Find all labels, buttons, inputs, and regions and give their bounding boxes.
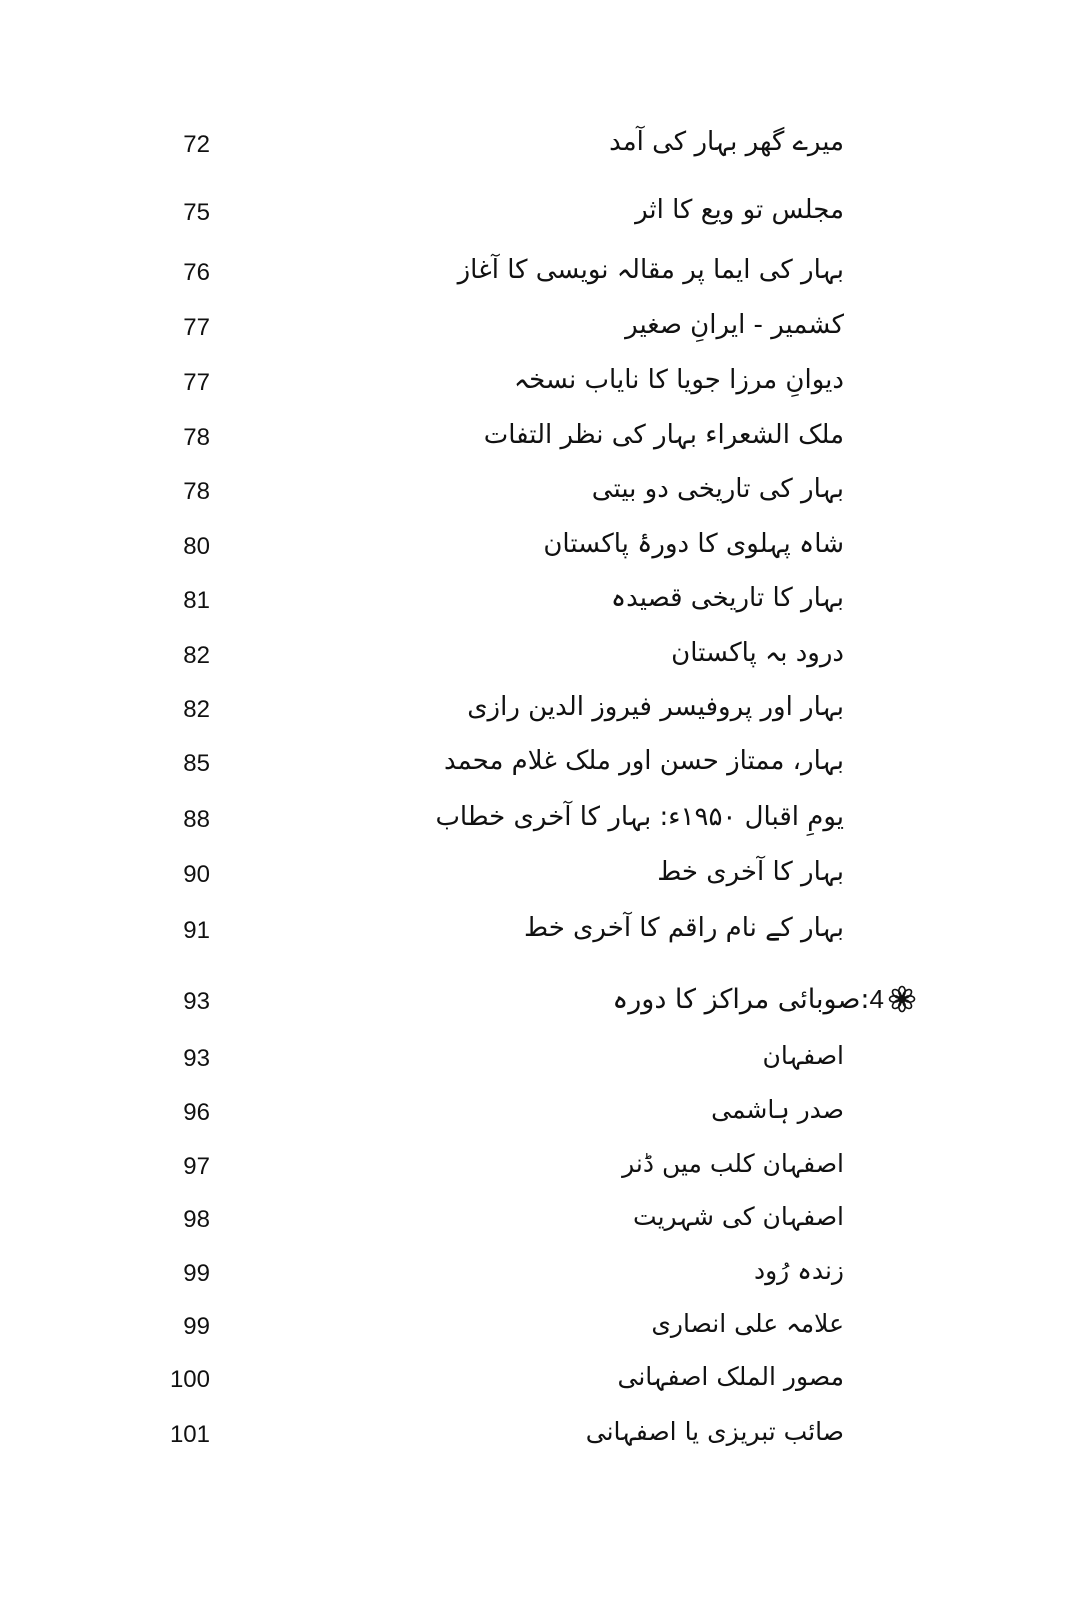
toc-subrow [0, 1353, 1066, 1407]
chapter-title [244, 979, 884, 1020]
toc-subrow [0, 1247, 1066, 1301]
page-number: 91 [183, 917, 210, 944]
toc-row [0, 629, 1066, 683]
toc-subrow [0, 1086, 1066, 1140]
entry-title: اصفہان [762, 1041, 844, 1070]
entry-title: اصفہان کلب میں ڈنر [622, 1149, 844, 1178]
toc-row [0, 356, 1066, 410]
entry-title: صائب تبریزی یا اصفہانی [585, 1417, 844, 1446]
toc-row [0, 118, 1066, 172]
page-number: 82 [183, 642, 210, 669]
toc-row [0, 574, 1066, 628]
entry-title: میرے گھر بہار کی آمد [609, 127, 844, 157]
page-number: 96 [183, 1099, 210, 1126]
page-number: 99 [183, 1260, 210, 1287]
toc-row [0, 411, 1066, 465]
page-number: 76 [183, 259, 210, 286]
entry-title: کشمیر - ایرانِ صغیر [625, 310, 844, 340]
toc-subrow [0, 1193, 1066, 1247]
toc-row [0, 465, 1066, 519]
toc-row [0, 793, 1066, 847]
flower-ornament-icon [888, 985, 916, 1013]
entry-title: بہار کی ایما پر مقالہ نویسی کا آغاز [457, 255, 844, 285]
toc-row [0, 301, 1066, 355]
toc-row [0, 186, 1066, 240]
page-number: 78 [183, 478, 210, 505]
page-number: 72 [183, 131, 210, 158]
toc-row [0, 848, 1066, 902]
entry-title: علامہ علی انصاری [651, 1309, 844, 1338]
page-number: 88 [183, 806, 210, 833]
toc-subrow [0, 1300, 1066, 1354]
entry-title: دیوانِ مرزا جویا کا نایاب نسخہ [513, 365, 844, 395]
chapter-separator: : [860, 984, 870, 1015]
entry-title: صدر ہاشمی [711, 1095, 844, 1124]
toc-row [0, 904, 1066, 958]
page-number: 82 [183, 696, 210, 723]
page-number: 81 [183, 587, 210, 614]
entry-title: بہار کا تاریخی قصیدہ [610, 583, 844, 613]
page-number: 97 [183, 1153, 210, 1180]
entry-title: بہار اور پروفیسر فیروز الدین رازی [467, 692, 844, 722]
chapter-page-number: 93 [183, 988, 210, 1015]
chapter-heading-row [0, 975, 1066, 1029]
toc-subrow [0, 1032, 1066, 1086]
entry-title: بہار کی تاریخی دو بیتی [591, 474, 844, 504]
entry-title: درود بہ پاکستان [671, 638, 844, 668]
page-number: 99 [183, 1313, 210, 1340]
page-number: 90 [183, 861, 210, 888]
entry-title: اصفہان کی شہریت [633, 1202, 844, 1231]
entry-title: ملک الشعراء بہار کی نظر التفات [483, 420, 844, 450]
page-number: 85 [183, 750, 210, 777]
page-number: 98 [183, 1206, 210, 1233]
page-number: 77 [183, 369, 210, 396]
toc-subrow [0, 1140, 1066, 1194]
page-number: 100 [169, 1366, 210, 1393]
entry-title: یومِ اقبال ۱۹۵۰ء: بہار کا آخری خطاب [435, 802, 844, 832]
page-number: 75 [183, 199, 210, 226]
toc-subrow [0, 1408, 1066, 1462]
entry-title: شاہ پہلوی کا دورۂ پاکستان [543, 529, 844, 559]
page-number: 101 [169, 1421, 210, 1448]
page-number: 80 [183, 533, 210, 560]
chapter-number: 4 [869, 984, 884, 1014]
entry-title: بہار کے نام راقم کا آخری خط [524, 913, 844, 943]
entry-title: بہار، ممتاز حسن اور ملک غلام محمد [443, 746, 844, 776]
toc-row [0, 520, 1066, 574]
page-number: 78 [183, 424, 210, 451]
toc-row [0, 737, 1066, 791]
page-number: 77 [183, 314, 210, 341]
entry-title: مجلس تو ویع کا اثر [635, 195, 844, 225]
page-number: 93 [183, 1045, 210, 1072]
chapter-title-text: صوبائی مراکز کا دورہ [612, 984, 861, 1015]
toc-row [0, 683, 1066, 737]
entry-title: بہار کا آخری خط [657, 857, 844, 887]
toc-row [0, 246, 1066, 300]
entry-title: زندہ رُود [753, 1256, 844, 1285]
entry-title: مصور الملک اصفہانی [617, 1362, 844, 1391]
